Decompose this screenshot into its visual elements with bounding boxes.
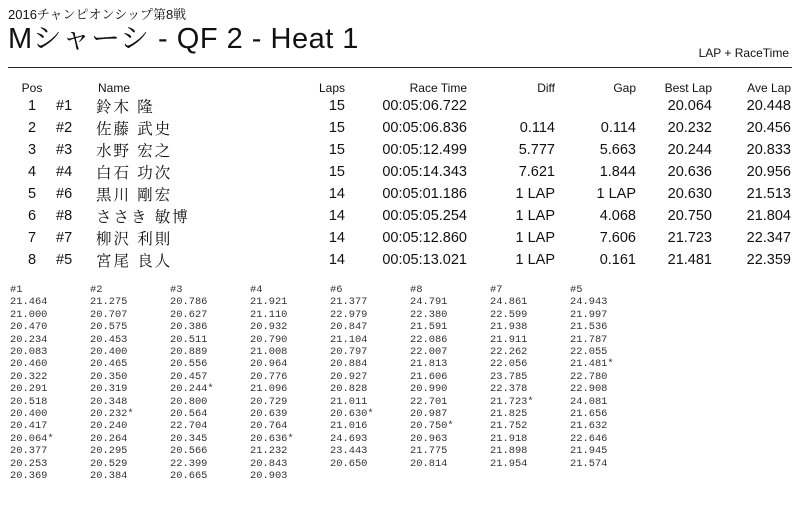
pos-cell: 8	[27, 252, 37, 268]
result-row	[8, 205, 791, 227]
diff-cell: 5.777	[518, 142, 555, 158]
driver-name: 宮尾 良人	[96, 253, 173, 270]
lap-time: 20.639	[250, 408, 288, 421]
race-time-cell: 00:05:12.860	[382, 230, 467, 246]
lap-time: 20.927	[330, 370, 368, 383]
lap-time: 20.665	[170, 470, 208, 483]
lap-column	[250, 284, 330, 483]
lap-time: 20.264	[90, 432, 128, 445]
result-row	[8, 249, 791, 271]
race-time-cell: 00:05:06.722	[382, 98, 467, 114]
driver-name-cell	[96, 95, 308, 117]
result-row	[8, 227, 791, 249]
ave-lap-cell: 20.956	[746, 164, 791, 180]
col-header-diff: Diff	[537, 80, 555, 95]
lap-time: 22.262	[490, 346, 528, 359]
driver-name: 黒川 剛宏	[96, 187, 173, 204]
gap-cell: 5.663	[599, 142, 636, 158]
col-header-best-lap: Best Lap	[664, 80, 712, 95]
race-time-cell: 00:05:01.186	[382, 186, 467, 202]
race-time-cell: 00:05:14.343	[382, 164, 467, 180]
col-header-gap: Gap	[613, 80, 636, 95]
lap-time: 20.234	[10, 333, 48, 346]
results-header-row	[8, 80, 791, 95]
pos-cell: 2	[27, 120, 37, 136]
lap-time: 21.945	[570, 445, 608, 458]
lap-time: 20.707	[90, 308, 128, 321]
lap-time: 20.291	[10, 383, 48, 396]
lap-column-header: #1	[10, 284, 23, 296]
ave-lap-cell: 20.833	[746, 142, 791, 158]
gap-cell: 1.844	[599, 164, 636, 180]
lap-time: 22.908	[570, 383, 608, 396]
lap-time: 20.800	[170, 395, 208, 408]
lap-time: 20.764	[250, 420, 288, 433]
lap-time: 21.464	[10, 296, 48, 309]
driver-name: 水野 宏之	[96, 143, 173, 160]
ave-lap-cell: 21.804	[746, 208, 791, 224]
lap-time: 20.987	[410, 408, 448, 421]
lap-time: 21.898	[490, 445, 528, 458]
lap-time: 20.529	[90, 457, 128, 470]
lap-time: 20.240	[90, 420, 128, 433]
laps-cell: 14	[328, 186, 345, 202]
lap-time: 21.110	[250, 308, 288, 321]
driver-name-cell	[96, 117, 308, 139]
ave-lap-cell: 20.448	[746, 98, 791, 114]
race-time-cell: 00:05:05.254	[382, 208, 467, 224]
lap-column-header: #8	[410, 284, 423, 296]
ave-lap-cell: 21.513	[746, 186, 791, 202]
lap-time: 20.903	[250, 470, 288, 483]
lap-time: 22.646	[570, 432, 608, 445]
lap-column-header: #4	[250, 284, 263, 296]
lap-time: 21.016	[330, 420, 368, 433]
driver-name-cell	[96, 183, 308, 205]
lap-time: 20.377	[10, 445, 48, 458]
driver-name: 鈴木 隆	[96, 99, 155, 116]
result-row	[8, 95, 791, 117]
lap-time: 20.319	[90, 383, 128, 396]
lap-time: 22.380	[410, 308, 448, 321]
lap-time: 20.843	[250, 457, 288, 470]
lap-time: 20.786	[170, 296, 208, 309]
lap-time: 21.787	[570, 333, 608, 346]
lap-time: 20.884	[330, 358, 368, 371]
col-header-race-time: Race Time	[409, 80, 467, 95]
lap-time: 20.964	[250, 358, 288, 371]
lap-time: 20.650	[330, 457, 368, 470]
lap-time: 21.606	[410, 370, 448, 383]
lap-time: 20.064*	[10, 432, 54, 445]
lap-time: 24.861	[490, 296, 528, 309]
col-header-name: Name	[98, 80, 131, 95]
lap-time: 21.536	[570, 321, 608, 334]
lap-time: 20.400	[10, 408, 48, 421]
lap-time: 22.780	[570, 370, 608, 383]
lap-time: 20.400	[90, 346, 128, 359]
car-number-cell: #2	[56, 120, 73, 136]
col-header-laps: Laps	[318, 80, 345, 95]
car-number-cell: #8	[56, 208, 73, 224]
lap-column-header: #2	[90, 284, 103, 296]
lap-time: 20.828	[330, 383, 368, 396]
diff-cell: 1 LAP	[515, 230, 555, 246]
header-divider	[8, 67, 792, 68]
result-row	[8, 161, 791, 183]
lap-times-grid	[10, 284, 650, 483]
car-number-cell: #7	[56, 230, 73, 246]
car-number-cell: #3	[56, 142, 73, 158]
lap-time: 20.453	[90, 333, 128, 346]
diff-cell: 1 LAP	[515, 252, 555, 268]
lap-time: 20.295	[90, 445, 128, 458]
lap-time: 20.636*	[250, 432, 294, 445]
pos-cell: 7	[27, 230, 37, 246]
pos-cell: 4	[27, 164, 37, 180]
lap-time: 20.322	[10, 370, 48, 383]
lap-time: 21.752	[490, 420, 528, 433]
ave-lap-cell: 20.456	[746, 120, 791, 136]
lap-time: 22.055	[570, 346, 608, 359]
lap-time: 21.775	[410, 445, 448, 458]
lap-time: 24.791	[410, 296, 448, 309]
lap-column	[410, 284, 490, 483]
best-lap-cell: 21.723	[667, 230, 712, 246]
col-header-pos: Pos	[21, 80, 43, 95]
lap-time: 20.889	[170, 346, 208, 359]
lap-time: 21.096	[250, 383, 288, 396]
lap-time: 20.797	[330, 346, 368, 359]
lap-time: 22.979	[330, 308, 368, 321]
lap-time: 24.081	[570, 395, 608, 408]
laps-cell: 15	[328, 120, 345, 136]
lap-time: 21.656	[570, 408, 608, 421]
lap-time: 21.591	[410, 321, 448, 334]
car-number-cell: #5	[56, 252, 73, 268]
lap-time: 21.011	[330, 395, 368, 408]
lap-time: 21.997	[570, 308, 608, 321]
laps-cell: 15	[328, 142, 345, 158]
lap-time: 21.574	[570, 457, 608, 470]
car-number-cell: #1	[56, 98, 73, 114]
lap-time: 22.599	[490, 308, 528, 321]
lap-time: 20.345	[170, 432, 208, 445]
pos-cell: 1	[27, 98, 37, 114]
lap-time: 21.000	[10, 308, 48, 321]
lap-time: 20.847	[330, 321, 368, 334]
ave-lap-cell: 22.359	[746, 252, 791, 268]
lap-time: 21.275	[90, 296, 128, 309]
lap-time: 21.632	[570, 420, 608, 433]
laps-cell: 15	[328, 164, 345, 180]
ave-lap-cell: 22.347	[746, 230, 791, 246]
gap-cell: 4.068	[599, 208, 636, 224]
car-number-cell: #6	[56, 186, 73, 202]
lap-time: 21.232	[250, 445, 288, 458]
gap-cell: 0.114	[600, 120, 636, 136]
driver-name-cell	[96, 161, 308, 183]
results-table	[8, 80, 791, 271]
lap-time: 22.399	[170, 457, 208, 470]
laps-cell: 15	[328, 98, 345, 114]
lap-time: 22.704	[170, 420, 208, 433]
lap-time: 21.921	[250, 296, 288, 309]
lap-column-header: #7	[490, 284, 503, 296]
lap-time: 20.511	[170, 333, 208, 346]
lap-time: 20.083	[10, 346, 48, 359]
result-row	[8, 183, 791, 205]
lap-time: 24.943	[570, 296, 608, 309]
laps-cell: 14	[328, 208, 345, 224]
lap-column	[170, 284, 250, 483]
lap-time: 21.481*	[570, 358, 614, 371]
lap-time: 21.954	[490, 457, 528, 470]
lap-time: 21.723*	[490, 395, 534, 408]
gap-cell: 1 LAP	[596, 186, 636, 202]
lap-time: 20.253	[10, 457, 48, 470]
lap-time: 20.244*	[170, 383, 214, 396]
best-lap-cell: 20.064	[667, 98, 712, 114]
lap-time: 20.350	[90, 370, 128, 383]
best-lap-cell: 20.232	[667, 120, 712, 136]
gap-cell	[555, 95, 636, 117]
driver-name-cell	[96, 205, 308, 227]
lap-time: 20.460	[10, 358, 48, 371]
lap-time: 20.566	[170, 445, 208, 458]
best-lap-cell: 20.636	[667, 164, 712, 180]
lap-time: 23.443	[330, 445, 368, 458]
lap-time: 20.417	[10, 420, 48, 433]
lap-time: 20.386	[170, 321, 208, 334]
driver-name-cell	[96, 249, 308, 271]
lap-time: 20.790	[250, 333, 288, 346]
pos-cell: 3	[27, 142, 37, 158]
lap-column-header: #5	[570, 284, 583, 296]
lap-column	[90, 284, 170, 483]
race-time-cell: 00:05:12.499	[382, 142, 467, 158]
lap-time: 20.369	[10, 470, 48, 483]
lap-time: 22.378	[490, 383, 528, 396]
diff-cell: 0.114	[519, 120, 555, 136]
best-lap-cell: 20.750	[667, 208, 712, 224]
lap-column-header: #3	[170, 284, 183, 296]
gap-cell: 0.161	[599, 252, 636, 268]
lap-time: 20.564	[170, 408, 208, 421]
diff-cell	[467, 95, 555, 117]
best-lap-cell: 21.481	[667, 252, 712, 268]
car-number-cell: #4	[56, 164, 73, 180]
gap-cell: 7.606	[599, 230, 636, 246]
col-header-car	[56, 80, 96, 95]
driver-name: 柳沢 利則	[96, 231, 173, 248]
lap-time: 21.938	[490, 321, 528, 334]
lap-time: 21.918	[490, 432, 528, 445]
driver-name: 白石 功次	[96, 165, 173, 182]
race-time-cell: 00:05:06.836	[382, 120, 467, 136]
lap-time: 20.348	[90, 395, 128, 408]
lap-time: 21.377	[330, 296, 368, 309]
diff-cell: 1 LAP	[515, 186, 555, 202]
lap-column	[330, 284, 410, 483]
lap-time: 20.470	[10, 321, 48, 334]
diff-cell: 7.621	[518, 164, 555, 180]
lap-time: 20.518	[10, 395, 48, 408]
lap-time: 20.776	[250, 370, 288, 383]
lap-time: 20.556	[170, 358, 208, 371]
lap-time: 22.056	[490, 358, 528, 371]
driver-name-cell	[96, 227, 308, 249]
lap-time: 20.384	[90, 470, 128, 483]
lap-time: 22.086	[410, 333, 448, 346]
lap-time: 20.627	[170, 308, 208, 321]
lap-time: 22.007	[410, 346, 448, 359]
page-title: Mシャーシ - QF 2 - Heat 1	[8, 23, 359, 55]
lap-time: 20.457	[170, 370, 208, 383]
lap-time: 21.825	[490, 408, 528, 421]
event-subtitle: 2016チャンピオンシップ第8戦	[8, 7, 187, 22]
report-mode-label: LAP + RaceTime	[698, 46, 789, 60]
best-lap-cell: 20.630	[667, 186, 712, 202]
best-lap-cell: 20.244	[667, 142, 712, 158]
lap-time: 20.814	[410, 457, 448, 470]
lap-column	[10, 284, 90, 483]
driver-name: ささき 敏博	[96, 209, 190, 226]
lap-column	[570, 284, 650, 483]
driver-name: 佐藤 武史	[96, 121, 173, 138]
lap-time: 24.693	[330, 432, 368, 445]
lap-time: 20.465	[90, 358, 128, 371]
lap-time: 20.963	[410, 432, 448, 445]
lap-time: 20.232*	[90, 408, 134, 421]
pos-cell: 6	[27, 208, 37, 224]
lap-time: 20.990	[410, 383, 448, 396]
lap-time: 21.008	[250, 346, 288, 359]
result-row	[8, 117, 791, 139]
lap-time: 21.813	[410, 358, 448, 371]
lap-time: 20.575	[90, 321, 128, 334]
race-time-cell: 00:05:13.021	[382, 252, 467, 268]
lap-column-header: #6	[330, 284, 343, 296]
result-row	[8, 139, 791, 161]
lap-time: 21.104	[330, 333, 368, 346]
laps-cell: 14	[328, 230, 345, 246]
laps-cell: 14	[328, 252, 345, 268]
lap-time: 20.750*	[410, 420, 454, 433]
col-header-ave-lap: Ave Lap	[747, 80, 791, 95]
diff-cell: 1 LAP	[515, 208, 555, 224]
lap-time: 20.932	[250, 321, 288, 334]
lap-time: 23.785	[490, 370, 528, 383]
lap-column	[490, 284, 570, 483]
lap-time: 20.729	[250, 395, 288, 408]
lap-time: 20.630*	[330, 408, 374, 421]
lap-time: 22.701	[410, 395, 448, 408]
pos-cell: 5	[27, 186, 37, 202]
lap-time: 21.911	[490, 333, 528, 346]
driver-name-cell	[96, 139, 308, 161]
